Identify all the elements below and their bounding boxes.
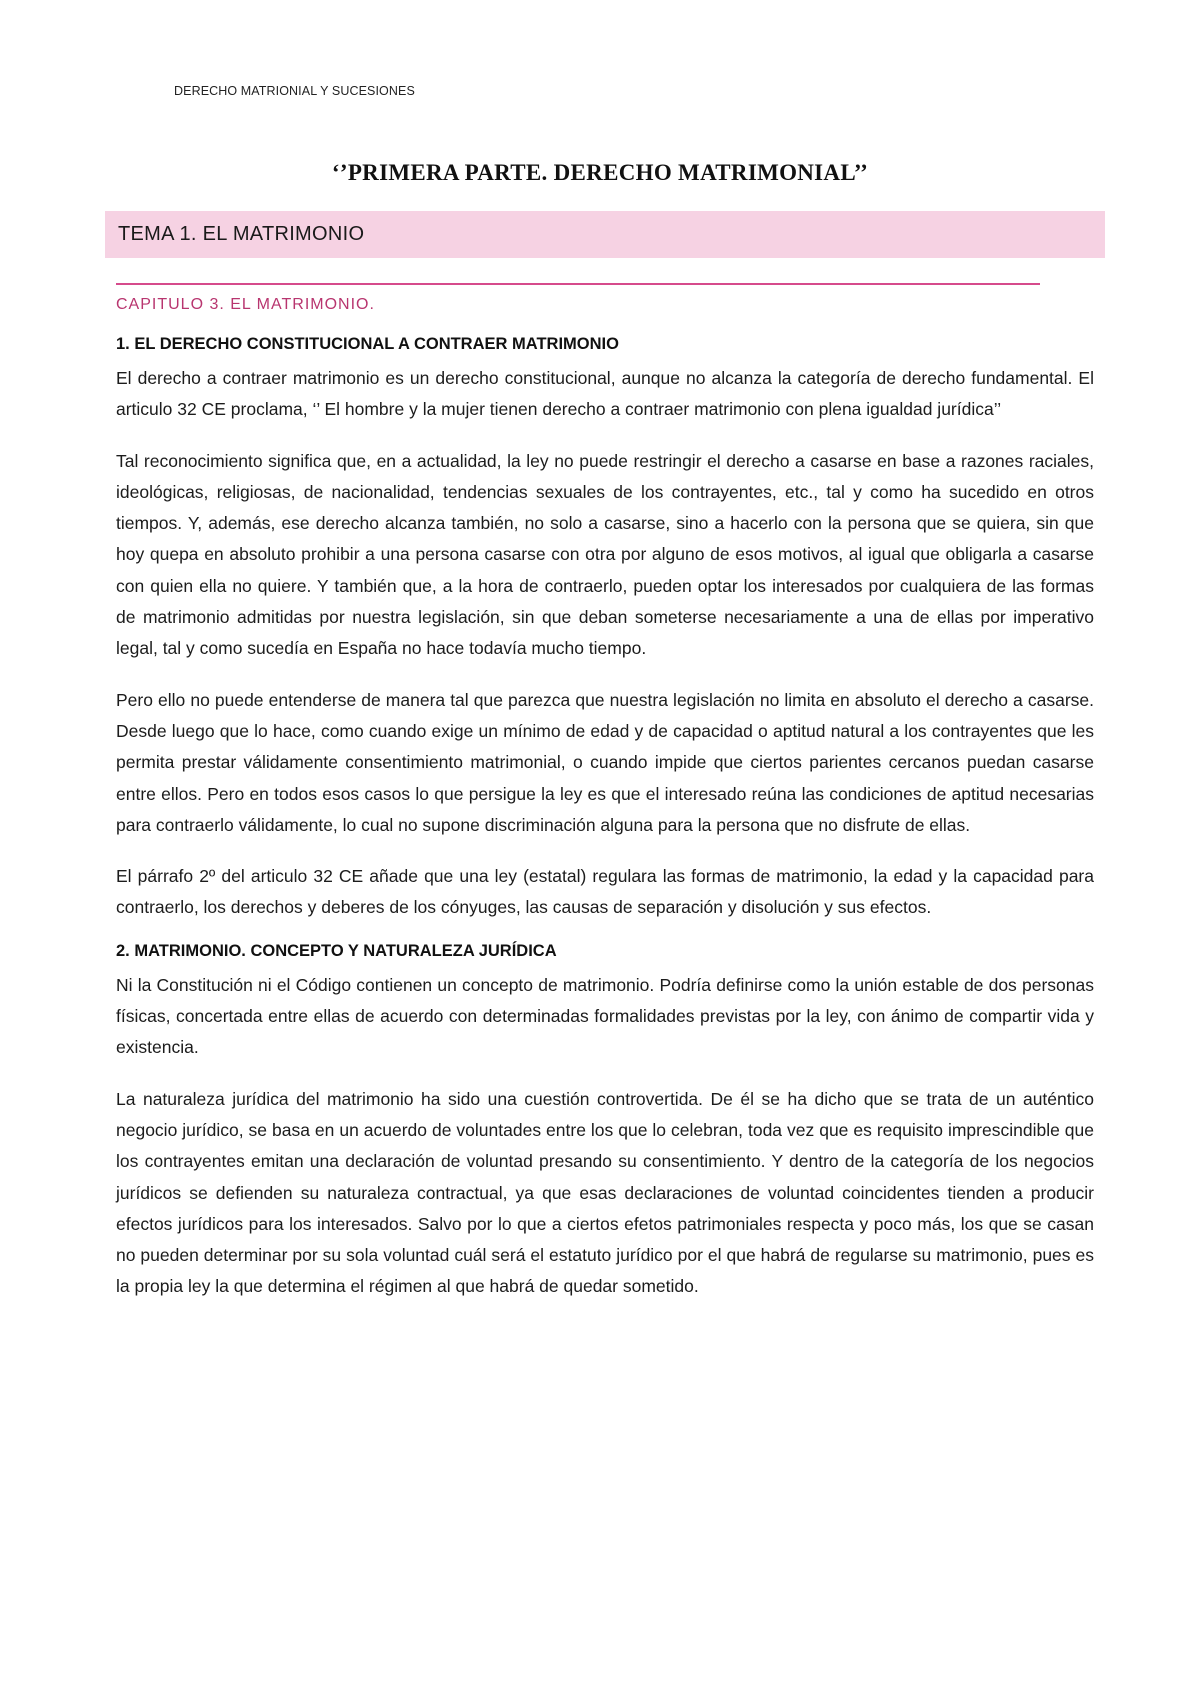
section-heading: 2. MATRIMONIO. CONCEPTO Y NATURALEZA JURÍDICA [116, 941, 557, 960]
document-body [116, 335, 1094, 1323]
paragraph: El párrafo 2º del articulo 32 CE añade que una ley (estatal) regulara las formas de matrimonio, la edad y la capacidad para contraerlo, los derechos y deberes de los cónyuges, las causas de separación y disolución y sus efectos. [116, 866, 1094, 918]
paragraph: La naturaleza jurídica del matrimonio ha sido una cuestión controvertida. De él se ha dicho que se trata de un auténtico negocio jurídico, se basa en un acuerdo de voluntades entre los que lo celebran, toda vez que es requisito imprescindible que los contrayentes emitan una declaración de voluntad presando su consentimiento. Y dentro de la categoría de los negocios jurídicos se defienden su naturaleza contractual, ya que esas declaraciones de voluntad coincidentes tienden a producir efectos jurídicos para los interesados. Salvo por lo que a ciertos efetos patrimoniales respecta y poco más, los que se casan no pueden determinar por su sola voluntad cuál será el estatuto jurídico por el que habrá de regularse su matrimonio, pues es la propia ley la que determina el régimen al que habrá de quedar sometido. [116, 1088, 1094, 1297]
paragraph: Tal reconocimiento significa que, en a actualidad, la ley no puede restringir el derecho a casarse en base a razones raciales, ideológicas, religiosas, de nacionalidad, tendencias sexuales de los contrayentes, etc., tal y como ha sucedido en otros tiempos. Y, además, ese derecho alcanza también, no solo a casarse, sino a hacerlo con la persona que se quiera, sin que hoy quepa en absoluto prohibir a una persona casarse con otra por alguno de esos motivos, al igual que obligarla a casarse con quien ella no quiere. Y también que, a la hora de contraerlo, pueden optar los interesados por cualquiera de las formas de matrimonio admitidas por nuestra legislación, sin que deban someterse necesariamente a una de ellas por imperativo legal, tal y como sucedía en España no hace todavía mucho tiempo. [116, 450, 1094, 659]
section-heading: 1. EL DERECHO CONSTITUCIONAL A CONTRAER MATRIMONIO [116, 335, 619, 353]
paragraph: El derecho a contraer matrimonio es un derecho constitucional, aunque no alcanza la categoría de derecho fundamental. El articulo 32 CE proclama, ‘’ El hombre y la mujer tienen derecho a contraer matrimonio con plena igualdad jurídica’’ [116, 368, 1094, 420]
paragraph: Pero ello no puede entenderse de manera tal que parezca que nuestra legislación no limita en absoluto el derecho a casarse. Desde luego que lo hace, como cuando exige un mínimo de edad y de capacidad o aptitud natural a los contrayentes que les permita prestar válidamente consentimiento matrimonial, o cuando impide que ciertos parientes cercanos puedan casarse entre ellos. Pero en todos esos casos lo que persigue la ley es que el interesado reúna las condiciones de aptitud necesarias para contraerlo válidamente, lo cual no supone discriminación alguna para la persona que no disfrute de ellas. [116, 689, 1094, 835]
tema-banner [105, 211, 1105, 258]
paragraph: Ni la Constitución ni el Código contienen un concepto de matrimonio. Podría definirse como la unión estable de dos personas físicas, concertada entre ellas de acuerdo con determinadas formalidades previstas por la ley, con ánimo de compartir vida y existencia. [116, 974, 1094, 1058]
chapter-title: CAPITULO 3. EL MATRIMONIO. [116, 296, 375, 313]
chapter-heading [116, 283, 1040, 314]
running-header: DERECHO MATRIONIAL Y SUCESIONES [174, 84, 415, 98]
part-title: ‘’PRIMERA PARTE. DERECHO MATRIMONIAL’’ [331, 160, 869, 185]
tema-title: TEMA 1. EL MATRIMONIO [118, 223, 365, 245]
